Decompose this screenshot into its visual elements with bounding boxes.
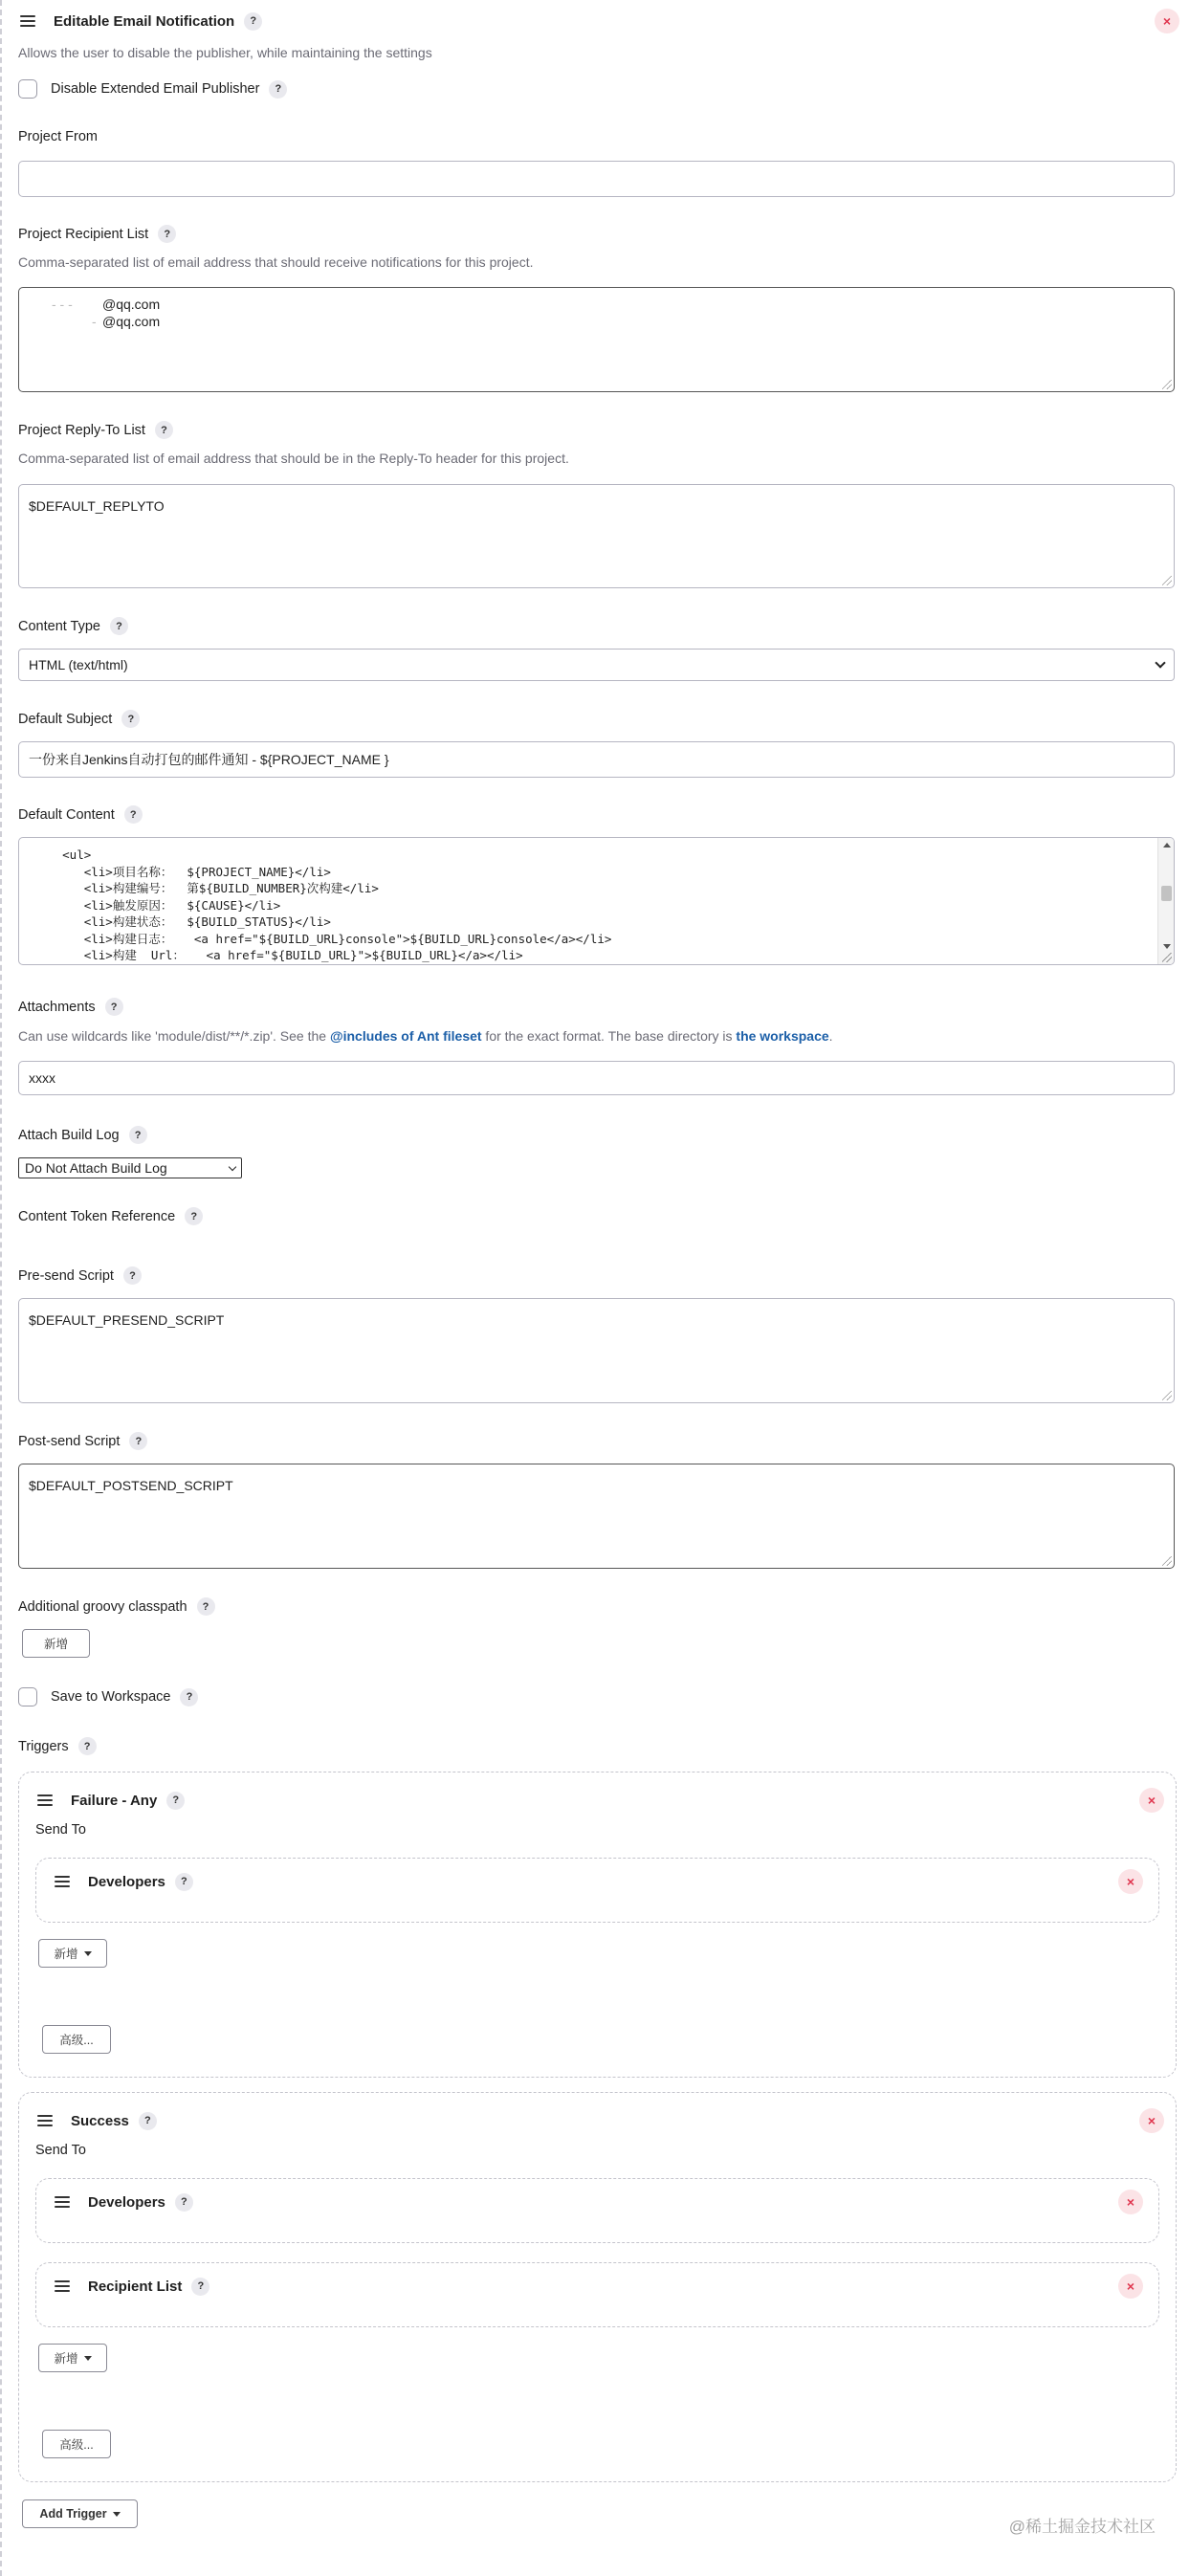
help-icon[interactable]: ? [129,1126,147,1144]
recipient-redacted-2: - [92,314,97,329]
editor-scrollbar[interactable] [1157,838,1174,964]
attach-build-log-value: Do Not Attach Build Log [25,1160,167,1176]
help-icon[interactable]: ? [158,225,176,243]
attachments-description [18,1028,833,1044]
attachments-desc-text: for the exact format. The base directory is [481,1028,737,1044]
send-to-label: Send To [35,1822,86,1838]
help-icon[interactable]: ? [175,2193,193,2212]
resize-grip[interactable] [1162,953,1172,962]
content-type-label: Content Type [18,618,100,634]
add-recipient-button[interactable] [38,2344,107,2372]
presend-label-row [18,1266,142,1285]
help-icon[interactable]: ? [129,1432,147,1450]
help-icon[interactable]: ? [269,80,287,99]
watermark: @稀土掘金技术社区 [1008,2518,1156,2536]
reply-to-label: Project Reply-To List [18,422,145,438]
add-trigger-label: Add Trigger [39,2507,107,2521]
presend-value: $DEFAULT_PRESEND_SCRIPT [29,1312,225,1328]
attach-build-log-select[interactable] [18,1157,242,1178]
help-icon[interactable]: ? [110,617,128,635]
save-workspace-checkbox[interactable] [18,1687,37,1706]
recipient-list-label-row [18,225,176,243]
help-icon[interactable]: ? [78,1737,97,1755]
code-line: <li>构建 Url： <a href="${BUILD_URL}">${BUILD_URL}</a></li> [19,948,523,962]
default-subject-input[interactable]: 一份来自Jenkins自动打包的邮件通知 - ${PROJECT_NAME } [18,741,1175,778]
drag-handle-icon[interactable] [37,1794,53,1806]
add-recipient-label: 新增 [54,2352,78,2366]
close-icon[interactable]: × [1118,2274,1143,2299]
scroll-down-icon[interactable] [1163,944,1171,949]
recipient-line-2: @qq.com [102,314,161,329]
postsend-label: Post-send Script [18,1433,121,1449]
reply-to-description: Comma-separated list of email address that should be in the Reply-To header for this project. [18,451,569,466]
default-subject-label: Default Subject [18,711,113,727]
drag-handle-icon[interactable] [55,1876,70,1887]
help-icon[interactable]: ? [166,1792,185,1810]
recipient-header [55,1867,1143,1896]
recipient-redacted-1: - - - [52,297,73,312]
recipient-recipient-list [35,2262,1159,2327]
content-token-label: Content Token Reference [18,1208,176,1224]
close-icon[interactable]: × [1118,2190,1143,2214]
advanced-button[interactable]: 高级... [42,2430,111,2458]
disable-publisher-checkbox[interactable] [18,79,37,99]
scroll-thumb[interactable] [1161,886,1172,901]
code-line: <ul> [19,848,92,862]
help-icon[interactable]: ? [180,1688,198,1706]
triggers-label-row [18,1737,97,1755]
scroll-up-icon[interactable] [1163,843,1171,848]
trigger-header [37,1786,1164,1815]
recipient-title: Developers [88,1873,165,1890]
default-content-label: Default Content [18,806,115,823]
project-from-label: Project From [18,129,98,144]
close-icon[interactable]: × [1118,1869,1143,1894]
help-icon[interactable]: ? [244,12,262,31]
attachments-input[interactable]: xxxx [18,1061,1175,1095]
resize-grip[interactable] [1162,1556,1172,1566]
drag-handle-icon[interactable] [55,2196,70,2208]
content-type-select[interactable] [18,649,1175,681]
project-from-input[interactable] [18,161,1175,197]
recipient-title: Developers [88,2193,165,2211]
default-content-label-row [18,805,143,824]
resize-grip[interactable] [1162,1391,1172,1400]
attach-build-log-label: Attach Build Log [18,1127,120,1143]
disable-publisher-row [18,79,287,99]
save-workspace-row [18,1687,198,1706]
recipient-line-1: @qq.com [102,297,161,312]
help-icon[interactable]: ? [175,1873,193,1891]
code-line: <li>构建日志： <a href="${BUILD_URL}console">${BUILD_URL}console</a></li> [19,931,612,946]
help-icon[interactable]: ? [121,710,140,728]
workspace-link[interactable]: the workspace [736,1028,829,1044]
caret-down-icon [84,1951,92,1956]
reply-to-textarea[interactable] [18,484,1175,588]
save-workspace-label: Save to Workspace [51,1689,171,1705]
ant-fileset-link[interactable]: @includes of Ant fileset [329,1028,482,1044]
postsend-label-row [18,1432,147,1450]
content-token-label-row [18,1207,203,1225]
content-type-value: HTML (text/html) [29,657,128,672]
presend-label: Pre-send Script [18,1267,114,1284]
groovy-label: Additional groovy classpath [18,1598,187,1615]
attachments-label-row [18,998,123,1016]
trigger-title: Success [71,2112,129,2129]
add-trigger-button[interactable] [22,2499,138,2528]
resize-grip[interactable] [1162,576,1172,585]
caret-down-icon [84,2356,92,2361]
panel-description: Allows the user to disable the publisher, while maintaining the settings [18,45,432,60]
close-icon[interactable]: × [1139,1788,1164,1813]
drag-handle-icon[interactable] [37,2115,53,2126]
default-content-lines [19,847,611,964]
code-line: <li>触发原因： ${CAUSE}</li> [19,897,281,913]
attachments-desc-text: Can use wildcards like 'module/dist/**/*.zip'. See the [18,1028,330,1044]
drag-handle-icon[interactable] [20,15,35,27]
groovy-add-button[interactable]: 新增 [22,1629,90,1658]
recipient-list-textarea[interactable] [18,287,1175,392]
triggers-label: Triggers [18,1738,69,1754]
close-icon[interactable]: × [1139,2108,1164,2133]
recipient-title: Recipient List [88,2278,183,2295]
code-line: <li>项目名称： ${PROJECT_NAME}</li> [19,864,331,879]
groovy-label-row [18,1597,215,1616]
default-content-editor[interactable] [18,837,1175,965]
send-to-label: Send To [35,2143,86,2158]
help-icon[interactable]: ? [191,2278,209,2296]
recipient-developers [35,1858,1159,1923]
presend-textarea[interactable] [18,1298,1175,1403]
help-icon[interactable]: ? [105,998,123,1016]
add-recipient-button[interactable] [38,1939,107,1968]
recipient-list-label: Project Recipient List [18,226,149,242]
add-recipient-label: 新增 [54,1948,78,1961]
trigger-success [18,2092,1177,2482]
help-icon[interactable]: ? [197,1597,215,1616]
default-subject-label-row [18,710,140,728]
help-icon[interactable]: ? [123,1266,142,1285]
help-icon[interactable]: ? [155,421,173,439]
recipient-header [55,2272,1143,2301]
disable-publisher-label: Disable Extended Email Publisher [51,81,260,97]
attachments-label: Attachments [18,999,96,1015]
postsend-value: $DEFAULT_POSTSEND_SCRIPT [29,1478,233,1493]
trigger-header [37,2106,1164,2135]
close-icon[interactable]: × [1155,9,1179,33]
resize-grip[interactable] [1162,380,1172,389]
recipient-list-description: Comma-separated list of email address that should receive notifications for this project. [18,254,534,270]
help-icon[interactable]: ? [185,1207,203,1225]
postsend-textarea[interactable] [18,1464,1175,1569]
help-icon[interactable]: ? [124,805,143,824]
drag-handle-icon[interactable] [55,2280,70,2292]
attach-build-log-label-row [18,1126,147,1144]
content-type-label-row [18,617,128,635]
attachments-desc-text: . [828,1028,833,1044]
trigger-title: Failure - Any [71,1792,158,1809]
trigger-failure-any [18,1772,1177,2078]
chevron-down-icon [1155,657,1165,668]
recipient-header [55,2188,1143,2216]
code-line: <li>构建状态： ${BUILD_STATUS}</li> [19,914,331,929]
chevron-down-icon [229,1162,236,1170]
caret-down-icon [113,2512,121,2517]
reply-to-label-row [18,421,173,439]
code-line: <li>构建编号： 第${BUILD_NUMBER}次构建</li> [19,881,379,895]
reply-to-value: $DEFAULT_REPLYTO [29,498,165,514]
advanced-button[interactable]: 高级... [42,2025,111,2054]
recipient-developers [35,2178,1159,2243]
panel-header [20,0,1179,42]
help-icon[interactable]: ? [139,2112,157,2130]
panel-title: Editable Email Notification [54,12,235,30]
